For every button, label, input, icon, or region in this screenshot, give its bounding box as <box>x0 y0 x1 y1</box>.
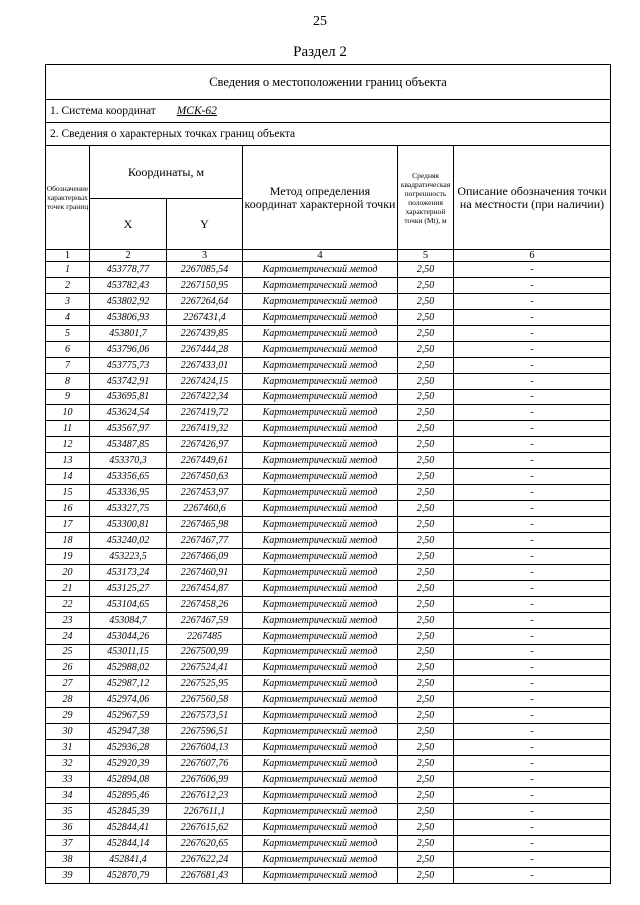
coord-x: 453782,43 <box>90 277 167 293</box>
error-value: 2,50 <box>398 277 454 293</box>
coord-y: 2267460,91 <box>167 564 243 580</box>
error-value: 2,50 <box>398 819 454 835</box>
method: Картометрический метод <box>243 628 398 644</box>
coord-system-value: МСК-62 <box>176 105 217 117</box>
coord-x: 452845,39 <box>90 803 167 819</box>
section-title: Раздел 2 <box>293 44 347 60</box>
table-row <box>46 692 611 708</box>
point-number: 28 <box>46 692 90 708</box>
table-row <box>46 724 611 740</box>
coord-y: 2267573,51 <box>167 708 243 724</box>
error-value: 2,50 <box>398 580 454 596</box>
point-number: 4 <box>46 309 90 325</box>
method: Картометрический метод <box>243 787 398 803</box>
coord-x: 453778,77 <box>90 262 167 278</box>
coord-x: 452920,39 <box>90 756 167 772</box>
error-value: 2,50 <box>398 389 454 405</box>
error-value: 2,50 <box>398 628 454 644</box>
description: - <box>454 309 611 325</box>
table-row <box>46 644 611 660</box>
description: - <box>454 628 611 644</box>
coord-x: 453567,97 <box>90 421 167 437</box>
method: Картометрический метод <box>243 644 398 660</box>
point-number: 12 <box>46 437 90 453</box>
point-number: 38 <box>46 851 90 867</box>
description: - <box>454 373 611 389</box>
point-number: 23 <box>46 612 90 628</box>
method: Картометрический метод <box>243 389 398 405</box>
method: Картометрический метод <box>243 564 398 580</box>
point-number: 27 <box>46 676 90 692</box>
method: Картометрический метод <box>243 676 398 692</box>
coord-y: 2267607,76 <box>167 756 243 772</box>
table-row <box>46 517 611 533</box>
point-number: 21 <box>46 580 90 596</box>
coord-x: 452947,38 <box>90 724 167 740</box>
coord-y: 2267453,97 <box>167 485 243 501</box>
coord-y: 2267467,59 <box>167 612 243 628</box>
coord-x: 453742,91 <box>90 373 167 389</box>
header-error: Средняя квадратическая погрешность положения характерной точки (Mt), м <box>398 146 454 250</box>
description: - <box>454 532 611 548</box>
coord-x: 453370,3 <box>90 453 167 469</box>
table-row <box>46 262 611 278</box>
table-row <box>46 421 611 437</box>
table-title: Сведения о местоположении границ объекта <box>46 65 611 100</box>
description: - <box>454 819 611 835</box>
point-number: 15 <box>46 485 90 501</box>
error-value: 2,50 <box>398 262 454 278</box>
point-number: 8 <box>46 373 90 389</box>
coord-x: 453356,65 <box>90 469 167 485</box>
table-row <box>46 501 611 517</box>
coord-x: 453240,02 <box>90 532 167 548</box>
table-row <box>46 740 611 756</box>
coord-y: 2267615,62 <box>167 819 243 835</box>
table-row <box>46 437 611 453</box>
coord-y: 2267485 <box>167 628 243 644</box>
description: - <box>454 692 611 708</box>
description: - <box>454 405 611 421</box>
table-row <box>46 548 611 564</box>
coord-x: 453125,27 <box>90 580 167 596</box>
coord-x: 453624,54 <box>90 405 167 421</box>
coord-x: 453044,26 <box>90 628 167 644</box>
description: - <box>454 787 611 803</box>
point-number: 17 <box>46 517 90 533</box>
method: Картометрический метод <box>243 708 398 724</box>
method: Картометрический метод <box>243 819 398 835</box>
method: Картометрический метод <box>243 501 398 517</box>
coord-x: 453336,95 <box>90 485 167 501</box>
coord-y: 2267525,95 <box>167 676 243 692</box>
coord-y: 2267419,32 <box>167 421 243 437</box>
description: - <box>454 851 611 867</box>
column-number: 3 <box>167 250 243 262</box>
error-value: 2,50 <box>398 564 454 580</box>
method: Картометрический метод <box>243 851 398 867</box>
error-value: 2,50 <box>398 851 454 867</box>
point-number: 26 <box>46 660 90 676</box>
error-value: 2,50 <box>398 501 454 517</box>
coord-y: 2267431,4 <box>167 309 243 325</box>
error-value: 2,50 <box>398 740 454 756</box>
header-desc: Описание обозначения точки на местности (при наличии) <box>454 146 611 250</box>
table-row <box>46 293 611 309</box>
coord-x: 453802,92 <box>90 293 167 309</box>
error-value: 2,50 <box>398 867 454 883</box>
table-row <box>46 867 611 883</box>
table-row <box>46 819 611 835</box>
error-value: 2,50 <box>398 660 454 676</box>
point-number: 36 <box>46 819 90 835</box>
point-number: 19 <box>46 548 90 564</box>
error-value: 2,50 <box>398 341 454 357</box>
description: - <box>454 564 611 580</box>
column-number: 1 <box>46 250 90 262</box>
description: - <box>454 421 611 437</box>
coord-y: 2267622,24 <box>167 851 243 867</box>
method: Картометрический метод <box>243 293 398 309</box>
table-row <box>46 389 611 405</box>
table-row <box>46 453 611 469</box>
column-number: 2 <box>90 250 167 262</box>
error-value: 2,50 <box>398 692 454 708</box>
method: Картометрический метод <box>243 692 398 708</box>
point-number: 37 <box>46 835 90 851</box>
error-value: 2,50 <box>398 421 454 437</box>
coord-y: 2267606,99 <box>167 772 243 788</box>
coord-x: 453796,06 <box>90 341 167 357</box>
error-value: 2,50 <box>398 532 454 548</box>
coord-y: 2267611,1 <box>167 803 243 819</box>
table-row <box>46 772 611 788</box>
table-row <box>46 787 611 803</box>
description: - <box>454 708 611 724</box>
point-number: 13 <box>46 453 90 469</box>
coord-x: 453695,81 <box>90 389 167 405</box>
table-row <box>46 708 611 724</box>
coord-y: 2267450,63 <box>167 469 243 485</box>
description: - <box>454 469 611 485</box>
method: Картометрический метод <box>243 835 398 851</box>
header-point: Обозначение характерных точек границ <box>46 146 90 250</box>
point-number: 35 <box>46 803 90 819</box>
table-row <box>46 835 611 851</box>
method: Картометрический метод <box>243 867 398 883</box>
table-row <box>46 628 611 644</box>
coord-x: 452844,41 <box>90 819 167 835</box>
description: - <box>454 325 611 341</box>
coord-y: 2267465,98 <box>167 517 243 533</box>
description: - <box>454 485 611 501</box>
description: - <box>454 548 611 564</box>
coord-y: 2267612,23 <box>167 787 243 803</box>
coord-y: 2267596,51 <box>167 724 243 740</box>
coord-x: 453084,7 <box>90 612 167 628</box>
coord-x: 453104,65 <box>90 596 167 612</box>
error-value: 2,50 <box>398 787 454 803</box>
error-value: 2,50 <box>398 772 454 788</box>
coord-y: 2267449,61 <box>167 453 243 469</box>
table-row <box>46 756 611 772</box>
description: - <box>454 660 611 676</box>
point-number: 5 <box>46 325 90 341</box>
coord-y: 2267444,28 <box>167 341 243 357</box>
point-number: 24 <box>46 628 90 644</box>
error-value: 2,50 <box>398 293 454 309</box>
coord-x: 452988,02 <box>90 660 167 676</box>
coord-y: 2267433,01 <box>167 357 243 373</box>
error-value: 2,50 <box>398 644 454 660</box>
method: Картометрический метод <box>243 612 398 628</box>
coord-x: 453806,93 <box>90 309 167 325</box>
method: Картометрический метод <box>243 405 398 421</box>
coord-x: 452841,4 <box>90 851 167 867</box>
table-row <box>46 309 611 325</box>
coord-x: 453775,73 <box>90 357 167 373</box>
coord-y: 2267466,09 <box>167 548 243 564</box>
method: Картометрический метод <box>243 469 398 485</box>
column-number: 5 <box>398 250 454 262</box>
description: - <box>454 357 611 373</box>
description: - <box>454 389 611 405</box>
description: - <box>454 341 611 357</box>
error-value: 2,50 <box>398 676 454 692</box>
table-row <box>46 596 611 612</box>
error-value: 2,50 <box>398 803 454 819</box>
table-row <box>46 277 611 293</box>
description: - <box>454 437 611 453</box>
table-row <box>46 341 611 357</box>
point-number: 9 <box>46 389 90 405</box>
coord-x: 452936,28 <box>90 740 167 756</box>
description: - <box>454 501 611 517</box>
method: Картометрический метод <box>243 357 398 373</box>
description: - <box>454 724 611 740</box>
method: Картометрический метод <box>243 580 398 596</box>
method: Картометрический метод <box>243 262 398 278</box>
error-value: 2,50 <box>398 596 454 612</box>
point-number: 1 <box>46 262 90 278</box>
method: Картометрический метод <box>243 803 398 819</box>
description: - <box>454 803 611 819</box>
coord-x: 453327,75 <box>90 501 167 517</box>
method: Картометрический метод <box>243 277 398 293</box>
method: Картометрический метод <box>243 421 398 437</box>
boundary-table <box>45 64 611 884</box>
error-value: 2,50 <box>398 309 454 325</box>
error-value: 2,50 <box>398 373 454 389</box>
coord-y: 2267264,64 <box>167 293 243 309</box>
error-value: 2,50 <box>398 453 454 469</box>
table-row <box>46 469 611 485</box>
point-number: 7 <box>46 357 90 373</box>
method: Картометрический метод <box>243 660 398 676</box>
description: - <box>454 453 611 469</box>
method: Картометрический метод <box>243 548 398 564</box>
coord-y: 2267524,41 <box>167 660 243 676</box>
method: Картометрический метод <box>243 485 398 501</box>
header-coords: Координаты, м <box>90 146 243 199</box>
coord-y: 2267604,13 <box>167 740 243 756</box>
coord-system-label: 1. Система координат <box>50 105 156 117</box>
column-number: 6 <box>454 250 611 262</box>
point-number: 10 <box>46 405 90 421</box>
point-number: 30 <box>46 724 90 740</box>
point-number: 25 <box>46 644 90 660</box>
coord-x: 453223,5 <box>90 548 167 564</box>
table-row <box>46 485 611 501</box>
description: - <box>454 756 611 772</box>
coord-y: 2267426,97 <box>167 437 243 453</box>
coord-x: 452844,14 <box>90 835 167 851</box>
table-row <box>46 803 611 819</box>
method: Картометрический метод <box>243 596 398 612</box>
table-row <box>46 580 611 596</box>
method: Картометрический метод <box>243 724 398 740</box>
coord-x: 453801,7 <box>90 325 167 341</box>
error-value: 2,50 <box>398 756 454 772</box>
column-number: 4 <box>243 250 398 262</box>
coord-y: 2267620,65 <box>167 835 243 851</box>
point-number: 39 <box>46 867 90 883</box>
table-row <box>46 532 611 548</box>
coord-system-row <box>46 100 611 123</box>
point-number: 32 <box>46 756 90 772</box>
coord-x: 452987,12 <box>90 676 167 692</box>
table-row <box>46 357 611 373</box>
error-value: 2,50 <box>398 437 454 453</box>
method: Картометрический метод <box>243 373 398 389</box>
point-number: 20 <box>46 564 90 580</box>
description: - <box>454 676 611 692</box>
point-number: 22 <box>46 596 90 612</box>
error-value: 2,50 <box>398 708 454 724</box>
coord-x: 453487,85 <box>90 437 167 453</box>
coord-y: 2267681,43 <box>167 867 243 883</box>
method: Картометрический метод <box>243 325 398 341</box>
data-rows <box>46 262 611 884</box>
description: - <box>454 867 611 883</box>
coord-x: 453173,24 <box>90 564 167 580</box>
point-number: 29 <box>46 708 90 724</box>
error-value: 2,50 <box>398 548 454 564</box>
page-number: 25 <box>313 14 327 29</box>
coord-y: 2267500,99 <box>167 644 243 660</box>
coord-y: 2267454,87 <box>167 580 243 596</box>
point-number: 34 <box>46 787 90 803</box>
method: Картометрический метод <box>243 532 398 548</box>
description: - <box>454 517 611 533</box>
table-row <box>46 612 611 628</box>
description: - <box>454 835 611 851</box>
header-method: Метод определения координат характерной точки <box>243 146 398 250</box>
coord-y: 2267467,77 <box>167 532 243 548</box>
error-value: 2,50 <box>398 357 454 373</box>
header-x: X <box>90 199 167 250</box>
table-row <box>46 325 611 341</box>
point-number: 33 <box>46 772 90 788</box>
error-value: 2,50 <box>398 485 454 501</box>
point-number: 2 <box>46 277 90 293</box>
coord-x: 452870,79 <box>90 867 167 883</box>
coord-y: 2267439,85 <box>167 325 243 341</box>
error-value: 2,50 <box>398 517 454 533</box>
coord-x: 452894,08 <box>90 772 167 788</box>
coord-x: 452967,59 <box>90 708 167 724</box>
description: - <box>454 612 611 628</box>
point-number: 6 <box>46 341 90 357</box>
description: - <box>454 644 611 660</box>
coord-y: 2267424,15 <box>167 373 243 389</box>
description: - <box>454 277 611 293</box>
point-number: 11 <box>46 421 90 437</box>
error-value: 2,50 <box>398 325 454 341</box>
point-number: 16 <box>46 501 90 517</box>
coord-y: 2267560,58 <box>167 692 243 708</box>
coord-x: 452974,06 <box>90 692 167 708</box>
coord-y: 2267085,54 <box>167 262 243 278</box>
coord-x: 453300,81 <box>90 517 167 533</box>
method: Картометрический метод <box>243 756 398 772</box>
method: Картометрический метод <box>243 437 398 453</box>
error-value: 2,50 <box>398 469 454 485</box>
point-number: 31 <box>46 740 90 756</box>
header-y: Y <box>167 199 243 250</box>
column-number-row <box>46 250 611 262</box>
coord-x: 453011,15 <box>90 644 167 660</box>
coord-x: 452895,46 <box>90 787 167 803</box>
table-row <box>46 660 611 676</box>
description: - <box>454 772 611 788</box>
error-value: 2,50 <box>398 612 454 628</box>
coord-y: 2267150,95 <box>167 277 243 293</box>
coord-y: 2267422,34 <box>167 389 243 405</box>
description: - <box>454 740 611 756</box>
table-row <box>46 373 611 389</box>
table-row <box>46 405 611 421</box>
method: Картометрический метод <box>243 740 398 756</box>
points-label: 2. Сведения о характерных точках границ объекта <box>46 123 611 146</box>
method: Картометрический метод <box>243 453 398 469</box>
description: - <box>454 580 611 596</box>
method: Картометрический метод <box>243 341 398 357</box>
method: Картометрический метод <box>243 309 398 325</box>
point-number: 3 <box>46 293 90 309</box>
point-number: 14 <box>46 469 90 485</box>
coord-y: 2267460,6 <box>167 501 243 517</box>
method: Картометрический метод <box>243 517 398 533</box>
coord-y: 2267419,72 <box>167 405 243 421</box>
error-value: 2,50 <box>398 405 454 421</box>
error-value: 2,50 <box>398 724 454 740</box>
table-row <box>46 676 611 692</box>
method: Картометрический метод <box>243 772 398 788</box>
error-value: 2,50 <box>398 835 454 851</box>
table-row <box>46 851 611 867</box>
coord-y: 2267458,26 <box>167 596 243 612</box>
table-row <box>46 564 611 580</box>
description: - <box>454 596 611 612</box>
description: - <box>454 293 611 309</box>
description: - <box>454 262 611 278</box>
point-number: 18 <box>46 532 90 548</box>
